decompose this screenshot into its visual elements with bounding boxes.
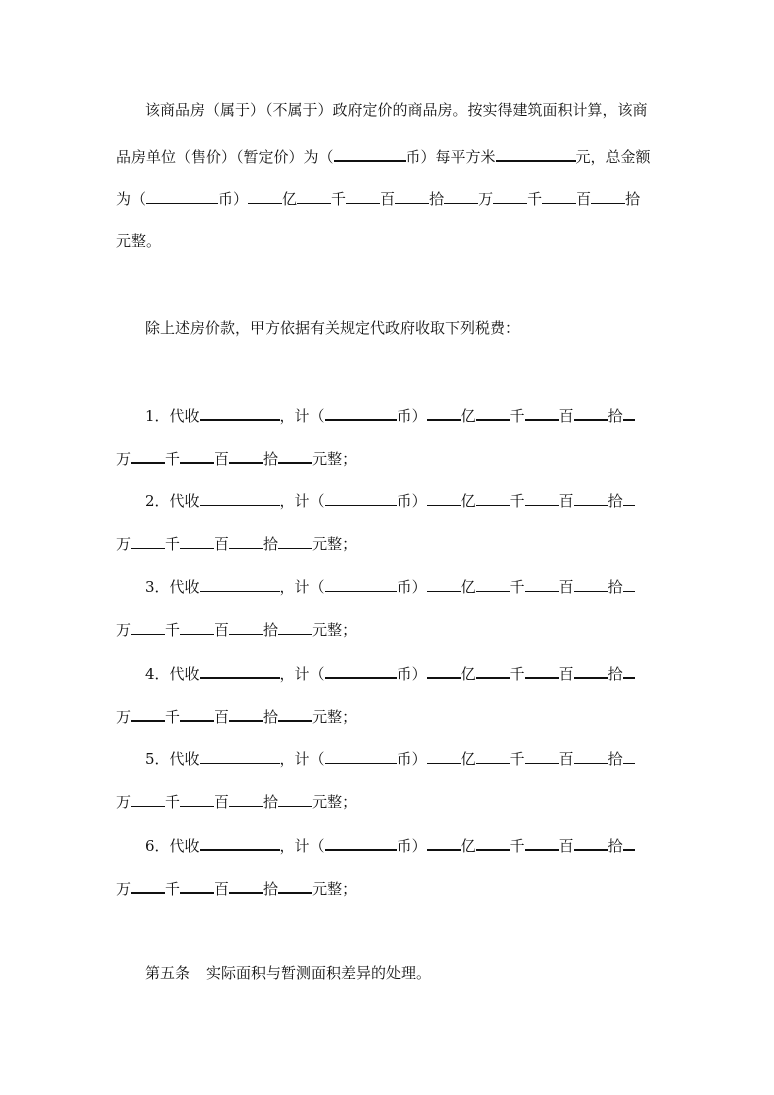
amount-blank[interactable] — [297, 188, 331, 204]
amount-blank[interactable] — [278, 533, 312, 549]
unit-label: 拾 — [429, 190, 445, 208]
unit-label: 万 — [116, 450, 132, 468]
amount-blank[interactable] — [525, 748, 559, 764]
amount-blank[interactable] — [623, 662, 635, 679]
fee-item-ji: ，计（ — [279, 578, 325, 596]
amount-blank[interactable] — [229, 705, 263, 722]
fee-item-number: 2．代收 — [145, 492, 200, 510]
fee-item-end: 元整； — [312, 450, 358, 468]
amount-blank[interactable] — [574, 834, 608, 851]
unit-label: 千 — [509, 750, 525, 768]
amount-blank[interactable] — [623, 404, 635, 421]
fee-item-number: 1．代收 — [145, 407, 200, 425]
amount-blank[interactable] — [427, 576, 461, 592]
unit-label: 亿 — [460, 407, 476, 425]
fee-item-end: 元整； — [312, 535, 358, 553]
unit-label: 千 — [165, 708, 181, 726]
fee-item-line2 — [116, 533, 357, 554]
fee-item-number: 6．代收 — [145, 837, 200, 855]
fee-item-end: 元整； — [312, 708, 358, 726]
amount-blank[interactable] — [229, 447, 263, 464]
unit-label: 拾 — [263, 880, 279, 898]
unit-label: 万 — [116, 708, 132, 726]
amount-blank[interactable] — [180, 791, 214, 807]
amount-blank[interactable] — [427, 834, 461, 851]
unit-label: 亿 — [460, 665, 476, 683]
amount-blank[interactable] — [476, 576, 510, 592]
amount-blank[interactable] — [574, 404, 608, 421]
unit-label: 千 — [509, 665, 525, 683]
fee-item-bi: 币） — [396, 578, 427, 596]
fee-item-number: 5．代收 — [145, 750, 200, 768]
unit-label: 百 — [558, 665, 574, 683]
para1-text-2b: 币）每平方米 — [405, 148, 496, 166]
amount-blank[interactable] — [248, 188, 282, 204]
fee-item-bi: 币） — [396, 837, 427, 855]
unit-label: 千 — [165, 621, 181, 639]
amount-blank[interactable] — [427, 662, 461, 679]
amount-blank[interactable] — [476, 748, 510, 764]
fee-item-ji: ，计（ — [279, 665, 325, 683]
unit-label: 拾 — [263, 535, 279, 553]
amount-blank[interactable] — [131, 619, 165, 635]
unit-label: 万 — [116, 621, 132, 639]
unit-label: 千 — [509, 492, 525, 510]
fee-item-line2 — [116, 877, 357, 899]
unit-label: 万 — [116, 880, 132, 898]
article5-label: 第五条 — [145, 964, 191, 982]
fee-name-blank[interactable] — [200, 404, 280, 421]
unit-label: 拾 — [263, 708, 279, 726]
article5-heading — [145, 963, 431, 983]
amount-blank[interactable] — [525, 576, 559, 592]
unit-label: 百 — [214, 793, 230, 811]
amount-blank[interactable] — [229, 533, 263, 549]
unit-label: 千 — [165, 793, 181, 811]
fee-item-ji: ，计（ — [279, 837, 325, 855]
fee-item-line2 — [116, 619, 357, 640]
unit-label: 千 — [165, 450, 181, 468]
unit-label: 亿 — [460, 750, 476, 768]
unit-label: 百 — [558, 837, 574, 855]
amount-blank[interactable] — [229, 791, 263, 807]
unit-label: 百 — [214, 450, 230, 468]
para2-text: 除上述房价款，甲方依据有关规定代政府收取下列税费： — [145, 319, 521, 337]
fee-item-ji: ，计（ — [279, 750, 325, 768]
unit-label: 拾 — [263, 450, 279, 468]
unit-label: 拾 — [607, 492, 623, 510]
unit-label: 亿 — [460, 492, 476, 510]
amount-blank[interactable] — [574, 748, 608, 764]
amount-blank[interactable] — [278, 791, 312, 807]
amount-blank[interactable] — [427, 748, 461, 764]
para1-line3 — [116, 188, 640, 209]
fee-item-bi: 币） — [396, 407, 427, 425]
amount-blank[interactable] — [131, 791, 165, 807]
unit-label: 百 — [214, 708, 230, 726]
unit-label: 千 — [509, 578, 525, 596]
amount-blank[interactable] — [229, 619, 263, 635]
amount-blank[interactable] — [131, 447, 165, 464]
fee-item-line1 — [145, 748, 635, 769]
unit-label: 百 — [214, 621, 230, 639]
unit-label: 百 — [576, 190, 592, 208]
fee-item-end: 元整； — [312, 621, 358, 639]
unit-label: 百 — [380, 190, 396, 208]
unit-label: 拾 — [607, 837, 623, 855]
amount-blank[interactable] — [623, 834, 635, 851]
amount-blank[interactable] — [476, 490, 510, 506]
amount-blank[interactable] — [525, 490, 559, 506]
unit-label: 千 — [165, 880, 181, 898]
currency-blank[interactable] — [146, 188, 218, 204]
amount-blank[interactable] — [278, 705, 312, 722]
unit-label: 拾 — [607, 407, 623, 425]
fee-name-blank[interactable] — [200, 834, 280, 851]
amount-blank[interactable] — [395, 188, 429, 204]
para1-text-2c: 元，总金额 — [575, 148, 651, 166]
currency-blank[interactable] — [334, 145, 406, 162]
fee-item-line1 — [145, 834, 635, 856]
unit-label: 百 — [214, 880, 230, 898]
fee-item-line1 — [145, 576, 635, 597]
amount-blank[interactable] — [525, 834, 559, 851]
amount-blank[interactable] — [427, 490, 461, 506]
fee-item-number: 4．代收 — [145, 665, 200, 683]
para2-line — [145, 318, 520, 338]
unit-label: 亿 — [460, 837, 476, 855]
para1-line2 — [116, 145, 651, 167]
currency-blank[interactable] — [325, 404, 397, 421]
unit-label: 万 — [116, 535, 132, 553]
amount-blank[interactable] — [278, 877, 312, 894]
amount-blank[interactable] — [180, 447, 214, 464]
fee-item-ji: ，计（ — [279, 492, 325, 510]
amount-blank[interactable] — [493, 188, 527, 204]
amount-blank[interactable] — [525, 662, 559, 679]
unit-label: 拾 — [607, 578, 623, 596]
amount-blank[interactable] — [131, 877, 165, 894]
amount-blank[interactable] — [131, 533, 165, 549]
fee-item-bi: 币） — [396, 750, 427, 768]
amount-blank[interactable] — [444, 188, 478, 204]
unit-label: 百 — [558, 578, 574, 596]
unit-label: 亿 — [460, 578, 476, 596]
amount-blank[interactable] — [346, 188, 380, 204]
fee-name-blank[interactable] — [200, 748, 280, 764]
unit-price-blank[interactable] — [496, 145, 576, 162]
para1-text-3b: 币） — [218, 190, 249, 208]
para1-text-1: 该商品房（属于）（不属于）政府定价的商品房。按实得建筑面积计算，该商 — [145, 101, 648, 119]
para1-line1 — [145, 100, 648, 120]
unit-label: 千 — [527, 190, 543, 208]
unit-label: 百 — [558, 750, 574, 768]
amount-blank[interactable] — [623, 490, 635, 506]
currency-blank[interactable] — [325, 576, 397, 592]
unit-label: 拾 — [263, 621, 279, 639]
fee-item-line1 — [145, 490, 635, 511]
unit-label: 万 — [116, 793, 132, 811]
amount-blank[interactable] — [180, 533, 214, 549]
currency-blank[interactable] — [325, 662, 397, 679]
currency-blank[interactable] — [325, 490, 397, 506]
amount-blank[interactable] — [476, 834, 510, 851]
para1-text-2a: 品房单位（售价）（暂定价）为（ — [116, 148, 334, 166]
fee-item-line2 — [116, 791, 357, 812]
amount-blank[interactable] — [180, 619, 214, 635]
amount-blank[interactable] — [476, 662, 510, 679]
para1-line4 — [116, 231, 161, 251]
unit-label: 亿 — [282, 190, 298, 208]
unit-label: 千 — [509, 837, 525, 855]
fee-item-ji: ，计（ — [279, 407, 325, 425]
amount-blank[interactable] — [278, 447, 312, 464]
para1-text-3a: 为（ — [116, 190, 147, 208]
fee-item-line1 — [145, 404, 635, 426]
unit-label: 拾 — [625, 190, 641, 208]
fee-item-end: 元整； — [312, 880, 358, 898]
unit-label: 千 — [509, 407, 525, 425]
unit-label: 千 — [165, 535, 181, 553]
currency-blank[interactable] — [325, 748, 397, 764]
amount-blank[interactable] — [623, 576, 635, 592]
fee-name-blank[interactable] — [200, 576, 280, 592]
fee-name-blank[interactable] — [200, 662, 280, 679]
currency-blank[interactable] — [325, 834, 397, 851]
article5-title: 实际面积与暂测面积差异的处理。 — [206, 964, 432, 982]
amount-blank[interactable] — [131, 705, 165, 722]
amount-blank[interactable] — [623, 748, 635, 764]
unit-label: 千 — [331, 190, 347, 208]
para1-text-4: 元整。 — [116, 232, 162, 250]
fee-name-blank[interactable] — [200, 490, 280, 506]
amount-blank[interactable] — [278, 619, 312, 635]
fee-item-line2 — [116, 705, 357, 727]
amount-blank[interactable] — [574, 662, 608, 679]
fee-item-bi: 币） — [396, 665, 427, 683]
amount-blank[interactable] — [525, 404, 559, 421]
amount-blank[interactable] — [427, 404, 461, 421]
fee-item-bi: 币） — [396, 492, 427, 510]
amount-blank[interactable] — [591, 188, 625, 204]
unit-label: 拾 — [263, 793, 279, 811]
unit-label: 拾 — [607, 750, 623, 768]
amount-blank[interactable] — [574, 576, 608, 592]
unit-label: 百 — [558, 492, 574, 510]
amount-blank[interactable] — [542, 188, 576, 204]
amount-blank[interactable] — [180, 705, 214, 722]
amount-blank[interactable] — [180, 877, 214, 894]
fee-item-end: 元整； — [312, 793, 358, 811]
fee-item-number: 3．代收 — [145, 578, 200, 596]
unit-label: 万 — [478, 190, 494, 208]
fee-item-line1 — [145, 662, 635, 684]
amount-blank[interactable] — [229, 877, 263, 894]
unit-label: 百 — [558, 407, 574, 425]
amount-blank[interactable] — [476, 404, 510, 421]
unit-label: 百 — [214, 535, 230, 553]
amount-blank[interactable] — [574, 490, 608, 506]
unit-label: 拾 — [607, 665, 623, 683]
fee-item-line2 — [116, 447, 357, 469]
